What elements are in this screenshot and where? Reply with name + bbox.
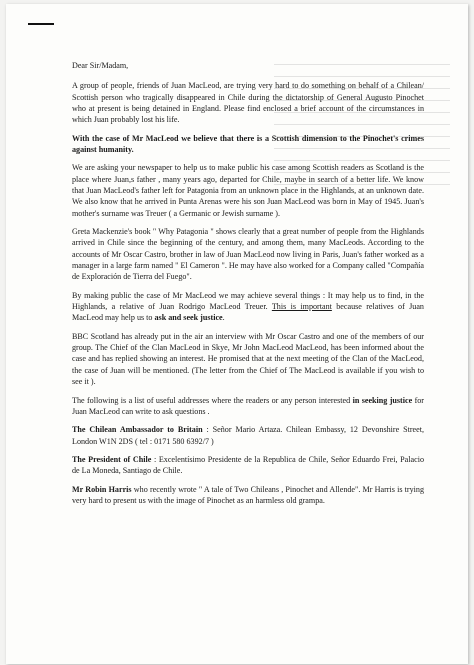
text-run: The following is a list of useful addresses where the readers or any person interested [72, 395, 351, 405]
paragraph-patagonia: Greta Mackenzie's book " Why Patagonia " shows clearly that a great number of people from the Highlands arrived in Chile since the beginning of the century, and among them, many MacLeods. According to the accounts of Mr Oscar Castro, brother in law of Juan MacLeod now living in Paris, Juan's father worked as a manager in a large farm named " El Cameron ". He may have also worked for a Company called "Compañía de Exploración de Tierra del Fuego". [72, 227, 424, 282]
paragraph-request: We are asking your newspaper to help us to make public his case among Scottish readers as Scotland is the place where Juan,s father , many years ago, departed for Chile, maybe in search of a better life. We know that Juan MacLeod's father left for Patagonia from an unknown place in the Highlands, at an unknown date. We also know that he arrived in Punta Arenas were his son Juan MacLeod was born in May of 1945. Juan's mother's surname was Treuer ( a Germanic or Jewish surname ). [72, 163, 424, 218]
address-heading: Mr Robin Harris [72, 484, 132, 494]
text-run: for Juan MacLeod can write to ask questions . [72, 395, 424, 416]
address-heading: The President of Chile [72, 455, 152, 465]
address-text: : Señor Mario Artaza. Chilean Embassy, 12 Devonshire Street, London W1N 2DS ( tel : 0171 580 6392/7 ) [72, 425, 424, 446]
paragraph-making-public [72, 290, 424, 324]
address-president [72, 454, 424, 477]
greeting: Dear Sir/Madam, [72, 61, 129, 70]
text-run: . [222, 313, 225, 323]
address-text: who recently wrote " A tale of Two Chileans , Pinochet and Allende". Mr Harris is trying very hard to present us with the image of Pinochet as an harmless old grampa. [72, 484, 425, 506]
address-text: : Excelentísimo Presidente de la Republica de Chile, Señor Eduardo Frei, Palacio de La Moneda, Santiago de Chile. [72, 455, 424, 476]
underlined-text: This is important [271, 302, 332, 312]
bold-text: ask and seek justice [154, 313, 223, 323]
page-mark [28, 23, 54, 25]
text-run: because relatives of Juan MacLeod may help us to [72, 302, 424, 323]
bold-statement: With the case of Mr MacLeod we believe that there is a Scottish dimension to the Pinochet's crimes against humanity. [72, 133, 424, 154]
paragraph-scottish-dimension [72, 133, 424, 156]
text-run: By making public the case of Mr MacLeod we may achieve several things : It may help us to find, in the Highlands, a relative of Juan Rodrigo MacLeod Treuer. [72, 290, 424, 312]
paragraph-intro: A group of people, friends of Juan MacLeod, are trying very hard to do something on behalf of a Chilean/ Scottish person who tragically disappeared in Chile during the dictatorship of General Augusto Pinochet who at present is being detained in England. Please find enclosed a brief account of the circumstances in which Juan probably lost his life. [72, 81, 424, 125]
address-robin-harris [72, 484, 424, 507]
bold-text: in seeking justice [352, 395, 413, 405]
paragraph-bbc: BBC Scotland has already put in the air an interview with Mr Oscar Castro and one of the members of our group. The Chief of the Clan MacLeod in Skye, Mr John MacLeod MacLeod, has been informed about the case and has replied showing an interest. He promised that at the next meeting of the Clan of the MacLeod, the case of Juan will be mentioned. (The letter from the Chief of The MacLeod is available if you wish to see it ). [72, 331, 424, 387]
paragraph-addresses-intro [72, 395, 424, 418]
address-ambassador [72, 424, 424, 447]
address-heading: The Chilean Ambassador to Britain [72, 425, 203, 435]
letter-body [72, 60, 424, 514]
letter-page [6, 4, 468, 664]
